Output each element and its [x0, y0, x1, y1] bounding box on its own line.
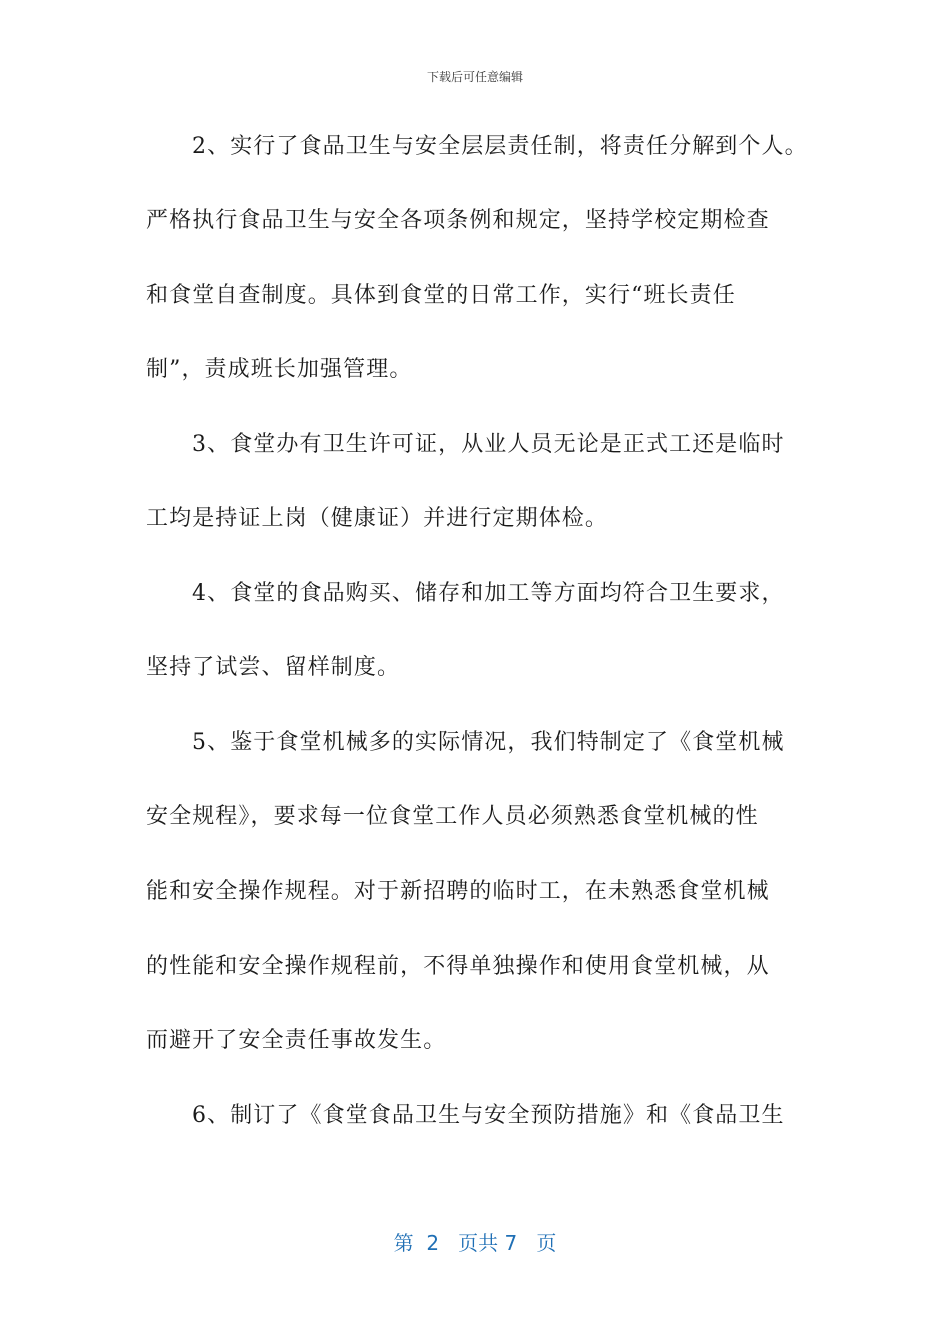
page-header: 下载后可任意编辑	[426, 70, 523, 84]
paragraph-line: 而避开了安全责任事故发生。	[146, 1028, 447, 1053]
paragraph-line: 工均是持证上岗（健康证）并进行定期体检。	[146, 506, 609, 531]
paragraph-line: 安全规程》，要求每一位食堂工作人员必须熟悉食堂机械的性	[146, 804, 759, 829]
paragraph-line: 4、食堂的食品购买、储存和加工等方面均符合卫生要求，	[192, 581, 785, 606]
paragraph-line: 6、制订了《食堂食品卫生与安全预防措施》和《食品卫生	[192, 1103, 785, 1128]
paragraph-line: 制”，责成班长加强管理。	[146, 357, 413, 382]
paragraph-line: 3、食堂办有卫生许可证，从业人员无论是正式工还是临时	[192, 432, 785, 457]
paragraph-line: 和食堂自查制度。具体到食堂的日常工作，实行“班长责任	[146, 283, 736, 308]
paragraph-line: 的性能和安全操作规程前，不得单独操作和使用食堂机械，从	[146, 954, 770, 979]
paragraph-line: 2、实行了食品卫生与安全层层责任制，将责任分解到个人。	[192, 134, 808, 159]
paragraph-line: 5、鉴于食堂机械多的实际情况，我们特制定了《食堂机械	[192, 730, 785, 755]
paragraph-line: 能和安全操作规程。对于新招聘的临时工，在未熟悉食堂机械	[146, 879, 770, 904]
paragraph-line: 严格执行食品卫生与安全各项条例和规定，坚持学校定期检查	[146, 208, 770, 233]
page-footer: 第 2 页共 7 页	[393, 1231, 557, 1255]
paragraph-line: 坚持了试尝、留样制度。	[146, 655, 401, 680]
